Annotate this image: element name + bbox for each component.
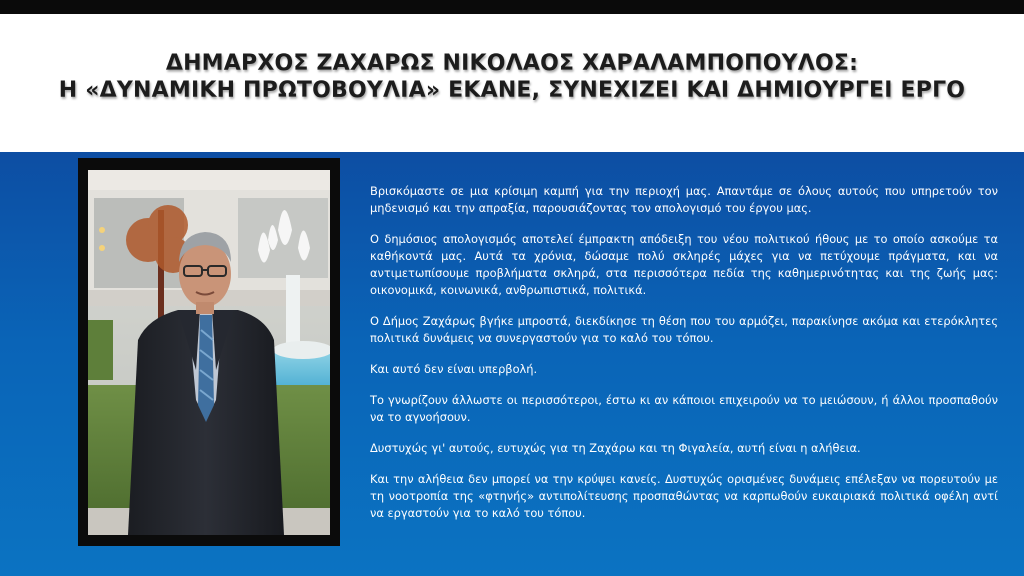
portrait-photo [88,170,330,535]
paragraph: Το γνωρίζουν άλλωστε οι περισσότεροι, έστω κι αν κάποιοι επιχειρούν να το μειώσουν, ή άλλοι προσπαθούν να το αγνοήσουν. [370,393,998,424]
title-line-2: Η «ΔΥΝΑΜΙΚΗ ΠΡΩΤΟΒΟΥΛΙΑ» ΕΚΑΝΕ, ΣΥΝΕΧΙΖΕΙ ΚΑΙ ΔΗΜΙΟΥΡΓΕΙ ΕΡΓΟ [58,78,966,103]
slide-title [0,50,1024,104]
paragraph: Ο δημόσιος απολογισμός αποτελεί έμπρακτη απόδειξη του νέου πολιτικού ήθους με το οποίο ασκούμε τα καθήκοντά μας. Αυτά τα χρόνια, δώσαμε πολύ σκληρές μάχες για να πετύχουμε πράγματα, και να αντιμετωπίσουμε προβλήματα σκληρά, στα περισσότερα πεδία της καθημερινότητας και της ζωής μας: οικονομικά, κοινωνικά, ανθρωπιστικά, πολιτικά. [370,232,998,297]
top-bar [0,0,1024,14]
title-line-1: ΔΗΜΑΡΧΟΣ ΖΑΧΑΡΩΣ ΝΙΚΟΛΑΟΣ ΧΑΡΑΛΑΜΠΟΠΟΥΛΟΣ: [165,51,859,76]
photo-frame [78,158,340,546]
paragraph: Βρισκόμαστε σε μια κρίσιμη καμπή για την περιοχή μας. Απαντάμε σε όλους αυτούς που υπηρετούν τον μηδενισμό και την απραξία, παρουσιάζοντας τον απολογισμό του έργου μας. [370,184,998,215]
paragraph: Δυστυχώς γι' αυτούς, ευτυχώς για τη Ζαχάρω και τη Φιγαλεία, αυτή είναι η αλήθεια. [370,441,861,455]
paragraph: Ο Δήμος Ζαχάρως βγήκε μπροστά, διεκδίκησε τη θέση που του αρμόζει, παρακίνησε ακόμα και ετερόκλητες πολιτικά δυνάμεις να συνεργαστούν για το καλό του τόπου. [370,314,998,345]
paragraph: Και την αλήθεια δεν μπορεί να την κρύψει κανείς. Δυστυχώς ορισμένες δυνάμεις επέλεξαν να πορευτούν με τη νοοτροπία της «φτηνής» αντιπολίτευσης προσπαθώντας να καρπωθούν ευκαιριακά πολιτικά οφέλη αντί να εργαστούν για το καλό του τόπου. [370,472,998,520]
paragraph: Και αυτό δεν είναι υπερβολή. [370,362,538,376]
article-text [370,183,998,536]
portrait-photo-image [88,170,330,535]
